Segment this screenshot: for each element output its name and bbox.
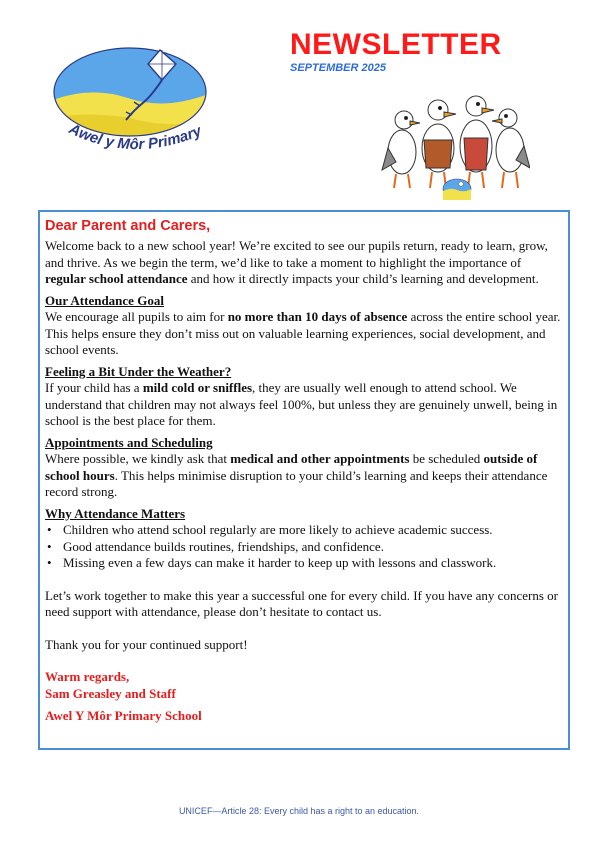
- school-logo-text: Awel y Môr Primary: [66, 120, 205, 154]
- sign-off-names: Sam Greasley and Staff: [45, 685, 176, 701]
- weather-emphasis: mild cold or sniffles: [142, 380, 253, 395]
- appointments-paragraph: [45, 451, 562, 501]
- page-subtitle: SEPTEMBER 2025: [290, 62, 386, 74]
- appointments-text: Where possible, we kindly ask that: [45, 451, 231, 466]
- appointments-text-end: . This helps minimise disruption to your child’s learning and keeps their attendance record strong.: [45, 467, 548, 499]
- sign-off-regards: Warm regards,: [45, 669, 130, 684]
- closing-paragraph: Let’s work together to make this year a successful one for every child. If you have any concerns or need support with attendance, please don’t hesitate to contact us.: [45, 587, 558, 619]
- goal-emphasis: no more than 10 days of absence: [227, 309, 408, 324]
- page-title: NEWSLETTER: [290, 28, 502, 61]
- weather-text: If your child has a: [45, 380, 143, 395]
- intro-text: Welcome back to a new school year! We’re excited to see our pupils return, ready to learn, grow, and thrive. As we begin the term, we’d like to take a moment to highlight the importance of: [45, 238, 548, 270]
- intro-paragraph: [45, 238, 562, 288]
- appointments-emphasis-1: medical and other appointments: [230, 451, 410, 466]
- list-item: • Missing even a few days can make it harder to keep up with lessons and classwork.: [63, 555, 562, 572]
- heading-under-weather: Feeling a Bit Under the Weather?: [45, 363, 232, 379]
- kite-logo-icon: [48, 40, 226, 158]
- intro-text-end: and how it directly impacts your child’s learning and development.: [187, 271, 539, 286]
- appointments-emphasis-2: outside of school hours: [45, 451, 538, 483]
- goal-text: We encourage all pupils to aim for: [45, 309, 228, 324]
- attendance-bullet-list: [45, 522, 562, 572]
- newsletter-letter: [38, 210, 570, 750]
- newsletter-header: [290, 30, 530, 74]
- list-item: • Children who attend school regularly are more likely to achieve academic success.: [63, 522, 562, 539]
- thanks-paragraph: Thank you for your continued support!: [45, 636, 248, 652]
- mini-logo-icon: [442, 178, 472, 200]
- heading-appointments: Appointments and Scheduling: [45, 434, 213, 450]
- weather-paragraph: [45, 380, 562, 430]
- weather-text-end: , they are usually well enough to attend school. We understand that children may not always feel 100%, but unless they are genuinely unwell, being in school is the best place for them.: [45, 380, 558, 428]
- intro-emphasis: regular school attendance: [45, 271, 188, 286]
- sign-off-school: Awel Y Môr Primary School: [45, 708, 202, 723]
- heading-why-attendance: Why Attendance Matters: [45, 505, 186, 521]
- letter-greeting: Dear Parent and Carers,: [45, 218, 211, 234]
- heading-attendance-goal: Our Attendance Goal: [45, 292, 164, 308]
- appointments-text-mid: be scheduled: [409, 451, 484, 466]
- list-item: • Good attendance builds routines, friendships, and confidence.: [63, 539, 562, 556]
- goal-paragraph: [45, 309, 562, 359]
- goal-text-end: across the entire school year. This helps ensure they don’t miss out on valuable learning experiences, social development, and school events.: [45, 309, 561, 357]
- footer-unicef-note: UNICEF—Article 28: Every child has a right to an education.: [178, 806, 420, 816]
